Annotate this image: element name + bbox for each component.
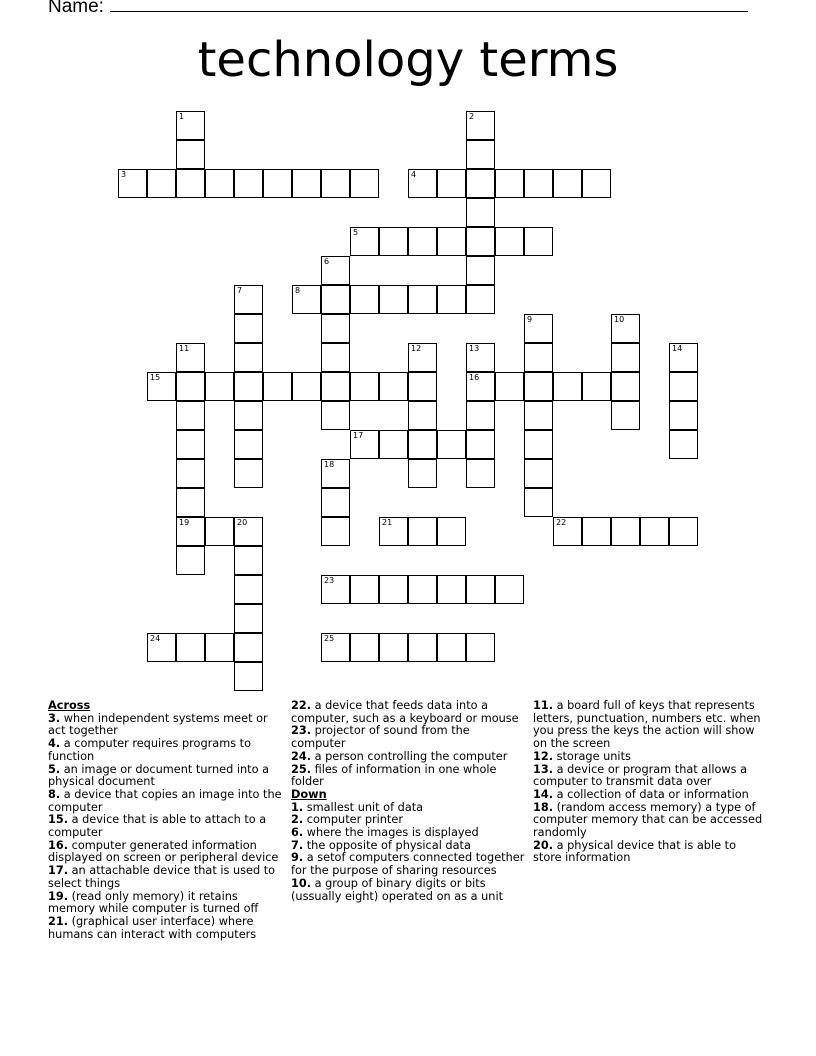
crossword-cell[interactable] [321, 517, 350, 546]
crossword-cell[interactable] [176, 343, 205, 372]
crossword-cell[interactable] [408, 169, 437, 198]
clue-column-1 [48, 700, 282, 941]
down-clue: 20. a physical device that is able to store information [533, 838, 736, 865]
crossword-cell[interactable] [553, 372, 582, 401]
crossword-cell[interactable] [611, 314, 640, 343]
crossword-cell[interactable] [669, 343, 698, 372]
clue-number: 23 [324, 576, 335, 585]
crossword-cell[interactable] [350, 430, 379, 459]
crossword-cell[interactable] [524, 430, 553, 459]
crossword-cell[interactable] [524, 401, 553, 430]
across-heading: Across [48, 699, 91, 712]
crossword-cell[interactable] [437, 430, 466, 459]
crossword-cell[interactable] [408, 575, 437, 604]
crossword-cell[interactable] [437, 517, 466, 546]
crossword-cell[interactable] [234, 633, 263, 662]
crossword-cell[interactable] [292, 372, 321, 401]
name-underline[interactable] [110, 0, 748, 12]
clue-number: 12 [411, 344, 422, 353]
crossword-cell[interactable] [553, 169, 582, 198]
clue-number: 14 [672, 344, 683, 353]
crossword-cell[interactable] [321, 633, 350, 662]
crossword-cell[interactable] [466, 169, 495, 198]
crossword-cell[interactable] [611, 401, 640, 430]
crossword-cell[interactable] [466, 111, 495, 140]
crossword-cell[interactable] [582, 169, 611, 198]
crossword-cell[interactable] [205, 517, 234, 546]
crossword-cell[interactable] [669, 372, 698, 401]
crossword-cell[interactable] [176, 372, 205, 401]
crossword-cell[interactable] [495, 372, 524, 401]
crossword-cell[interactable] [408, 517, 437, 546]
clue-number: 7 [237, 286, 243, 295]
crossword-cell[interactable] [669, 517, 698, 546]
crossword-cell[interactable] [466, 459, 495, 488]
clue-column-3 [533, 700, 767, 865]
crossword-cell[interactable] [234, 372, 263, 401]
crossword-cell[interactable] [466, 198, 495, 227]
crossword-cell[interactable] [437, 285, 466, 314]
crossword-cell[interactable] [234, 575, 263, 604]
crossword-cell[interactable] [292, 285, 321, 314]
crossword-cell[interactable] [234, 546, 263, 575]
crossword-cell[interactable] [321, 314, 350, 343]
clue-number: 24 [150, 634, 161, 643]
clue-number: 4 [411, 170, 417, 179]
down-clue: 9. a setof computers connected together for the purpose of sharing resources [291, 851, 525, 878]
crossword-cell[interactable] [524, 372, 553, 401]
crossword-cell[interactable] [176, 488, 205, 517]
crossword-cell[interactable] [669, 430, 698, 459]
crossword-cell[interactable] [205, 372, 234, 401]
crossword-cell[interactable] [524, 343, 553, 372]
crossword-cell[interactable] [669, 401, 698, 430]
clue-number: 19 [179, 518, 190, 527]
clue-number: 6 [324, 257, 330, 266]
crossword-cell[interactable] [437, 633, 466, 662]
crossword-cell[interactable] [524, 227, 553, 256]
across-clue: 16. computer generated information displayed on screen or peripheral device [48, 838, 279, 865]
crossword-cell[interactable] [466, 227, 495, 256]
crossword-cell[interactable] [408, 459, 437, 488]
crossword-cell[interactable] [466, 633, 495, 662]
crossword-cell[interactable] [379, 517, 408, 546]
crossword-cell[interactable] [408, 372, 437, 401]
crossword-cell[interactable] [118, 169, 147, 198]
clue-number: 8 [295, 286, 301, 295]
crossword-cell[interactable] [176, 546, 205, 575]
crossword-cell[interactable] [495, 575, 524, 604]
crossword-cell[interactable] [524, 459, 553, 488]
crossword-cell[interactable] [176, 633, 205, 662]
name-label: Name: [48, 0, 104, 17]
crossword-cell[interactable] [495, 227, 524, 256]
crossword-cell[interactable] [321, 401, 350, 430]
crossword-cell[interactable] [176, 459, 205, 488]
crossword-cell[interactable] [176, 169, 205, 198]
crossword-cell[interactable] [524, 314, 553, 343]
crossword-cell[interactable] [234, 401, 263, 430]
crossword-cell[interactable] [234, 459, 263, 488]
across-clue: 5. an image or document turned into a physical document [48, 762, 269, 789]
across-clue: 4. a computer requires programs to function [48, 737, 252, 763]
down-clue: 12. storage units [533, 749, 631, 763]
crossword-cell[interactable] [611, 372, 640, 401]
clue-number: 2 [469, 112, 475, 121]
name-field[interactable] [48, 0, 748, 18]
crossword-cell[interactable] [205, 633, 234, 662]
crossword-cell[interactable] [147, 372, 176, 401]
crossword-cell[interactable] [408, 401, 437, 430]
down-clue: 10. a group of binary digits or bits (ussually eight) operated on as a unit [291, 876, 504, 903]
down-clue: 1. smallest unit of data [291, 800, 424, 814]
crossword-cell[interactable] [176, 517, 205, 546]
crossword-cell[interactable] [582, 517, 611, 546]
clue-number: 10 [614, 315, 625, 324]
crossword-cell[interactable] [379, 372, 408, 401]
crossword-cell[interactable] [466, 343, 495, 372]
crossword-cell[interactable] [321, 459, 350, 488]
down-clue: 11. a board full of keys that represents letters, punctuation, numbers etc. when you press the keys the action will show on the screen [533, 699, 761, 751]
across-clue: 3. when independent systems meet or act together [48, 711, 268, 738]
clue-number: 13 [469, 344, 480, 353]
page-title: technology terms [197, 32, 619, 88]
crossword-cell[interactable] [350, 227, 379, 256]
crossword-cell[interactable] [350, 372, 379, 401]
crossword-cell[interactable] [147, 169, 176, 198]
crossword-cell[interactable] [640, 517, 669, 546]
crossword-cell[interactable] [379, 575, 408, 604]
crossword-cell[interactable] [263, 372, 292, 401]
crossword-cell[interactable] [147, 633, 176, 662]
crossword-cell[interactable] [292, 169, 321, 198]
clue-number: 16 [469, 373, 480, 382]
across-clue: 22. a device that feeds data into a computer, such as a keyboard or mouse [291, 699, 519, 725]
crossword-cell[interactable] [234, 343, 263, 372]
clue-column-2 [291, 700, 525, 903]
clue-number: 25 [324, 634, 335, 643]
crossword-cell[interactable] [466, 401, 495, 430]
crossword-cell[interactable] [466, 140, 495, 169]
crossword-cell[interactable] [176, 140, 205, 169]
crossword-cell[interactable] [321, 575, 350, 604]
crossword-cell[interactable] [524, 169, 553, 198]
down-clue: 6. where the images is displayed [291, 826, 479, 840]
crossword-cell[interactable] [466, 372, 495, 401]
crossword-cell[interactable] [379, 285, 408, 314]
crossword-cell[interactable] [321, 343, 350, 372]
clue-number: 21 [382, 518, 393, 527]
across-clue: 21. (graphical user interface) where humans can interact with computers [48, 914, 257, 941]
crossword-cell[interactable] [234, 604, 263, 633]
clue-number: 9 [527, 315, 533, 324]
crossword-cell[interactable] [437, 575, 466, 604]
crossword-cell[interactable] [466, 285, 495, 314]
crossword-cell[interactable] [582, 372, 611, 401]
crossword-cell[interactable] [466, 430, 495, 459]
crossword-cell[interactable] [408, 227, 437, 256]
down-clue: 14. a collection of data or information [533, 787, 749, 801]
crossword-cell[interactable] [466, 575, 495, 604]
crossword-cell[interactable] [234, 314, 263, 343]
across-clue: 25. files of information in one whole folder [291, 762, 497, 789]
crossword-cell[interactable] [321, 488, 350, 517]
down-clue: 18. (random access memory) a type of computer memory that can be accessed randomly [533, 800, 763, 840]
crossword-cell[interactable] [350, 285, 379, 314]
clue-number: 15 [150, 373, 161, 382]
clue-number: 11 [179, 344, 190, 353]
crossword-cell[interactable] [408, 430, 437, 459]
crossword-cell[interactable] [466, 256, 495, 285]
down-heading: Down [291, 787, 327, 801]
clue-number: 18 [324, 460, 335, 469]
crossword-cell[interactable] [611, 517, 640, 546]
crossword-cell[interactable] [234, 517, 263, 546]
crossword-cell[interactable] [205, 169, 234, 198]
across-clue: 19. (read only memory) it retains memory while computer is turned off [48, 889, 259, 916]
across-clue: 15. a device that is able to attach to a computer [48, 813, 267, 840]
down-clue: 2. computer printer [291, 813, 403, 827]
crossword-cell[interactable] [350, 575, 379, 604]
crossword-cell[interactable] [321, 372, 350, 401]
crossword-cell[interactable] [263, 169, 292, 198]
across-clue: 8. a device that copies an image into the computer [48, 787, 282, 814]
crossword-cell[interactable] [611, 343, 640, 372]
crossword-cell[interactable] [321, 285, 350, 314]
crossword-cell[interactable] [350, 169, 379, 198]
across-clue: 17. an attachable device that is used to select things [48, 864, 276, 890]
crossword-cell[interactable] [176, 430, 205, 459]
down-clue: 7. the opposite of physical data [291, 838, 471, 852]
crossword-cell[interactable] [379, 633, 408, 662]
clue-number: 17 [353, 431, 364, 440]
crossword-cell[interactable] [321, 169, 350, 198]
crossword-cell[interactable] [408, 285, 437, 314]
down-clue: 13. a device or program that allows a computer to transmit data over [533, 762, 748, 789]
crossword-cell[interactable] [379, 430, 408, 459]
clue-number: 22 [556, 518, 567, 527]
across-clue: 24. a person controlling the computer [291, 749, 508, 763]
crossword-cell[interactable] [408, 343, 437, 372]
crossword-cell[interactable] [553, 517, 582, 546]
crossword-cell[interactable] [350, 633, 379, 662]
across-clue: 23. projector of sound from the computer [291, 724, 470, 751]
clue-number: 5 [353, 228, 359, 237]
clue-number: 20 [237, 518, 248, 527]
crossword-cell[interactable] [379, 227, 408, 256]
crossword-cell[interactable] [176, 401, 205, 430]
crossword-cell[interactable] [321, 256, 350, 285]
clue-number: 1 [179, 112, 185, 121]
crossword-cell[interactable] [437, 227, 466, 256]
crossword-cell[interactable] [234, 662, 263, 691]
crossword-cell[interactable] [524, 488, 553, 517]
crossword-cell[interactable] [234, 430, 263, 459]
clue-number: 3 [121, 170, 127, 179]
crossword-cell[interactable] [495, 169, 524, 198]
crossword-cell[interactable] [437, 169, 466, 198]
crossword-cell[interactable] [234, 169, 263, 198]
crossword-cell[interactable] [408, 633, 437, 662]
crossword-cell[interactable] [176, 111, 205, 140]
crossword-cell[interactable] [234, 285, 263, 314]
